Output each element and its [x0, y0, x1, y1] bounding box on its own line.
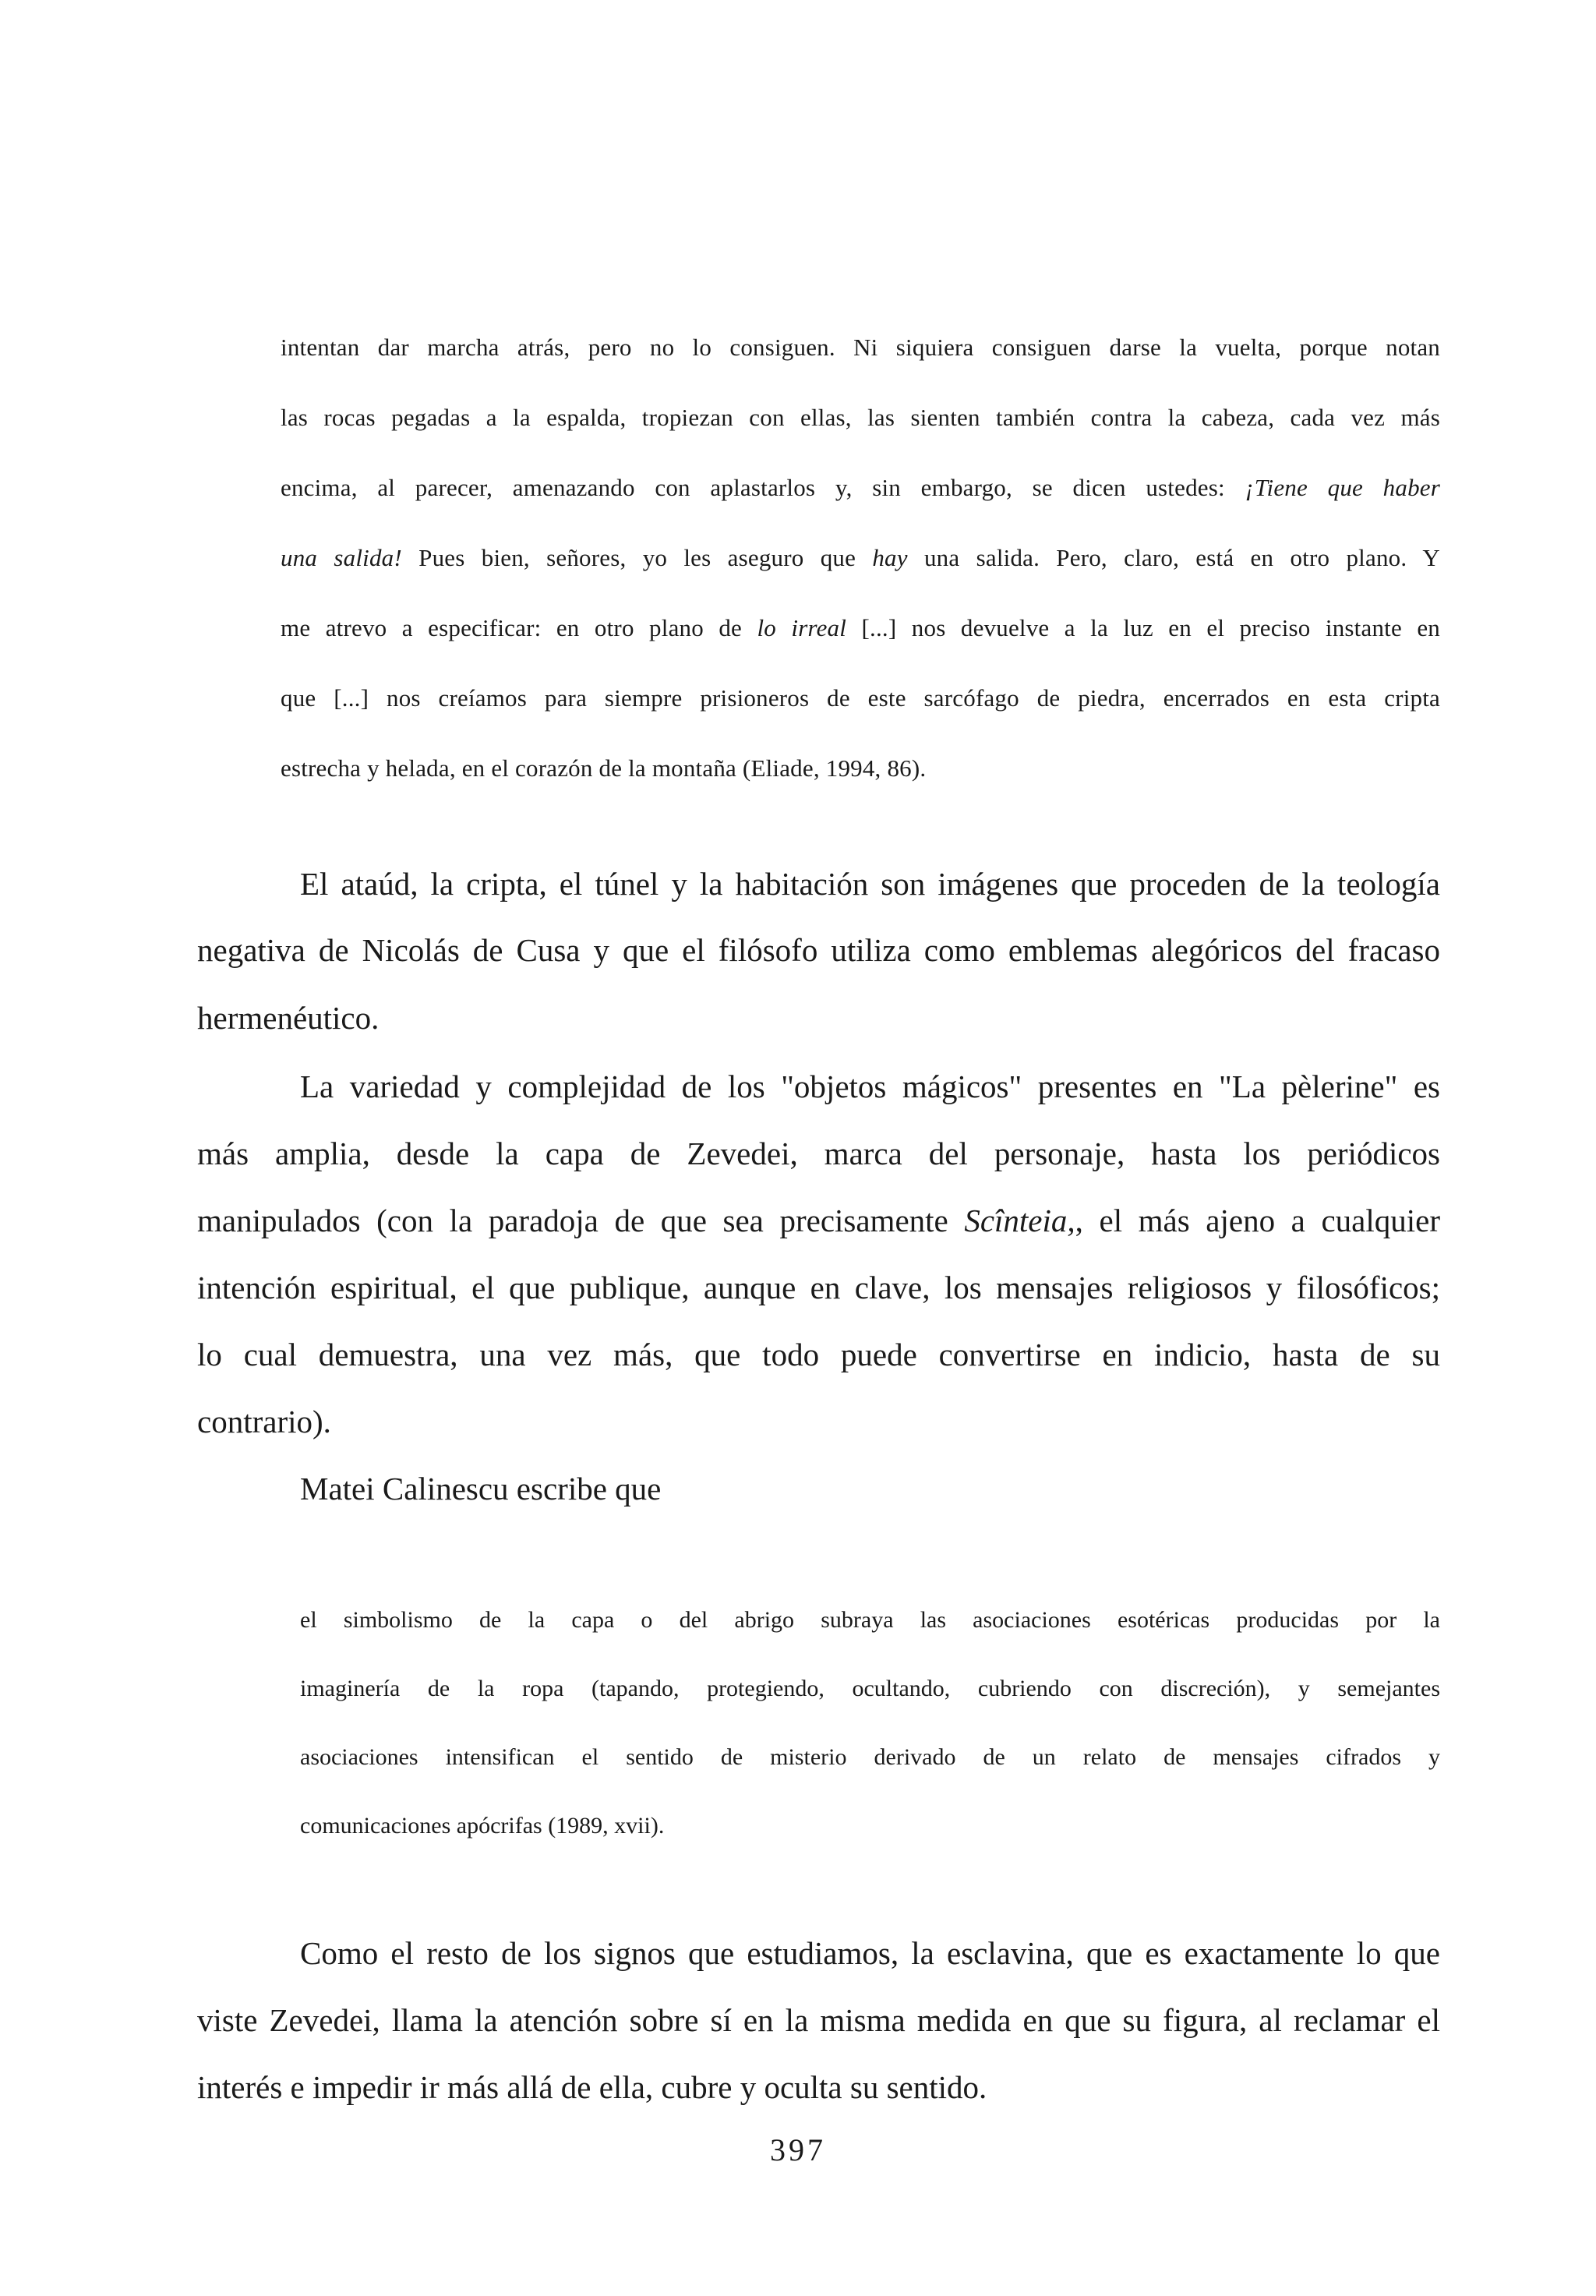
page-number: 397	[770, 2132, 826, 2167]
quote-line: asociaciones intensifican el sentido de misterio derivado de un relato de mensajes cifrados y	[300, 1744, 1440, 1770]
paragraph-line: Matei Calinescu escribe que	[300, 1471, 662, 1507]
quote-line: intentan dar marcha atrás, pero no lo consiguen. Ni siquiera consiguen darse la vuelta, porque notan	[281, 334, 1440, 361]
paragraph-line: La variedad y complejidad de los "objetos mágicos" presentes en "La pèlerine" es	[300, 1069, 1440, 1104]
quote-line	[281, 474, 1440, 502]
quote-text: me atrevo a especificar: en otro plano de	[281, 614, 757, 641]
quote-line: estrecha y helada, en el corazón de la montaña (Eliade, 1994, 86).	[281, 754, 927, 782]
quote-line	[281, 614, 1440, 642]
quote-line: comunicaciones apócrifas (1989, xvii).	[300, 1813, 665, 1839]
paragraph-text: , el más ajeno a cualquier	[1075, 1203, 1440, 1238]
paragraph-line: interés e impedir ir más allá de ella, cubre y oculta su sentido.	[197, 2069, 987, 2105]
quote-line: que [...] nos creíamos para siempre prisioneros de este sarcófago de piedra, encerrados en esta cripta	[281, 684, 1440, 712]
paragraph-italic-text: Scînteia,	[964, 1203, 1075, 1238]
quote-italic-text: ¡Tiene que haber	[1245, 474, 1441, 501]
quote-text: [...] nos devuelve a la luz en el preciso instante en	[846, 614, 1440, 641]
paragraph-line: más amplia, desde la capa de Zevedei, marca del personaje, hasta los periódicos	[197, 1136, 1440, 1171]
paragraph-line: negativa de Nicolás de Cusa y que el filósofo utiliza como emblemas alegóricos del fracaso	[197, 932, 1440, 968]
quote-text: Pues bien, señores, yo les aseguro que	[401, 544, 873, 571]
quote-italic-text: una salida!	[281, 544, 402, 571]
paragraph-line: viste Zevedei, llama la atención sobre sí en la misma medida en que su figura, al reclamar el	[197, 2002, 1440, 2038]
quote-italic-text: lo irreal	[757, 614, 847, 641]
paragraph-line: intención espiritual, el que publique, aunque en clave, los mensajes religiosos y filosóficos;	[197, 1270, 1440, 1305]
quote-text: encima, al parecer, amenazando con aplastarlos y, sin embargo, se dicen ustedes:	[281, 474, 1245, 501]
quote-line	[281, 544, 1440, 572]
paragraph-text: manipulados (con la paradoja de que sea precisamente	[197, 1203, 965, 1238]
paragraph-line: hermenéutico.	[197, 1000, 380, 1036]
paragraph-line	[197, 1202, 1440, 1239]
paragraph-line: Como el resto de los signos que estudiamos, la esclavina, que es exactamente lo que	[300, 1935, 1440, 1971]
paragraph-line: lo cual demuestra, una vez más, que todo puede convertirse en indicio, hasta de su	[197, 1337, 1440, 1372]
quote-line: el simbolismo de la capa o del abrigo subraya las asociaciones esotéricas producidas por la	[300, 1607, 1440, 1633]
quote-line: las rocas pegadas a la espalda, tropiezan con ellas, las sienten también contra la cabeza, cada vez más	[281, 404, 1440, 431]
quote-italic-text: hay	[872, 544, 908, 571]
paragraph-line: contrario).	[197, 1404, 331, 1439]
quote-line: imaginería de la ropa (tapando, protegiendo, ocultando, cubriendo con discreción), y semejantes	[300, 1676, 1440, 1701]
quote-text: una salida. Pero, claro, está en otro plano. Y	[907, 544, 1440, 571]
paragraph-line: El ataúd, la cripta, el túnel y la habitación son imágenes que proceden de la teología	[300, 866, 1440, 902]
